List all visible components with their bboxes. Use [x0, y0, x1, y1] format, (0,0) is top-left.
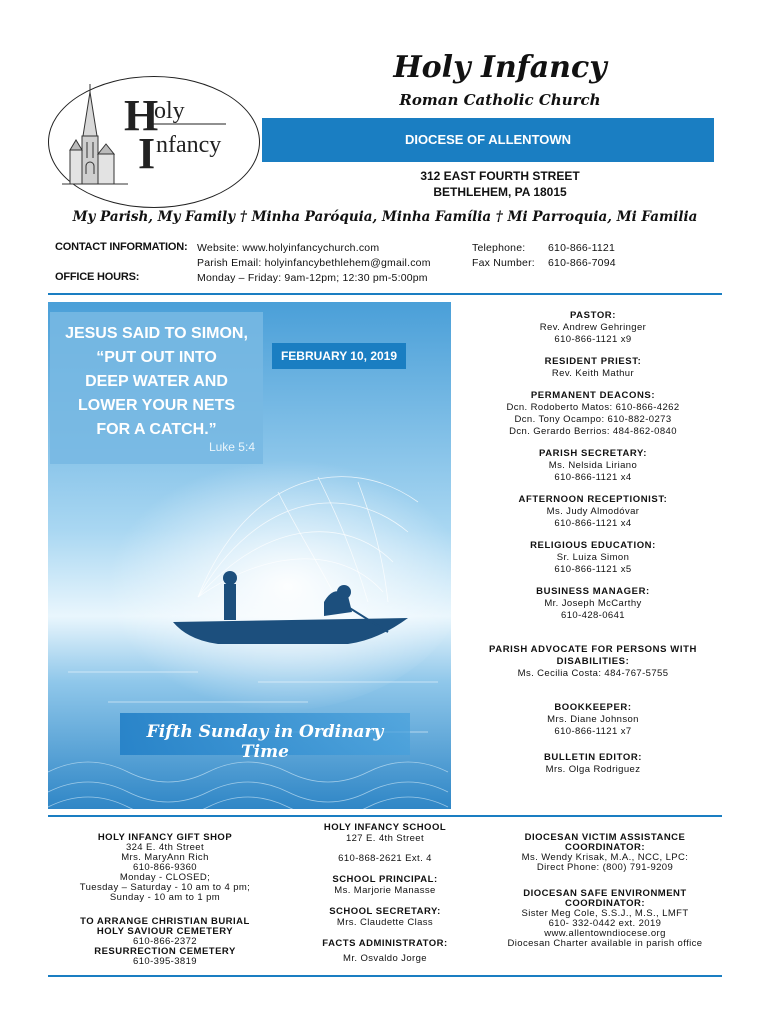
victim-assistance-title-2: COORDINATOR: — [564, 842, 646, 853]
staff-line: 610-866-1121 x7 — [554, 726, 632, 737]
victim-assistance-line: Ms. Wendy Krisak, M.A., NCC, LPC: — [521, 852, 689, 863]
facts-name: Mr. Osvaldo Jorge — [343, 953, 427, 964]
logo-letter-i: I — [138, 129, 156, 178]
staff-resident-priest — [463, 356, 723, 380]
staff-line: Rev. Andrew Gehringer — [539, 322, 647, 333]
staff-line: 610-866-1121 x4 — [554, 472, 632, 483]
principal-title: SCHOOL PRINCIPAL: — [332, 874, 438, 885]
staff-line: Ms. Judy Almodóvar — [546, 506, 640, 517]
staff-disabilities-advocate — [463, 644, 723, 680]
safe-environment-line: Sister Meg Cole, S.S.J., M.S., LMFT — [521, 908, 689, 919]
staff-role: RESIDENT PRIEST: — [544, 356, 642, 367]
gift-shop-title: HOLY INFANCY GIFT SHOP — [97, 832, 233, 843]
resurrection-phone: 610-395-3819 — [133, 956, 197, 967]
parish-email[interactable]: Parish Email: holyinfancybethlehem@gmail.com — [197, 257, 431, 269]
staff-bulletin-editor — [463, 752, 723, 776]
church-steeple-icon — [62, 84, 128, 184]
staff-line: 610-428-0641 — [561, 610, 625, 621]
safe-environment-line: Diocesan Charter available in parish office — [507, 938, 703, 949]
staff-afternoon-receptionist — [463, 494, 723, 530]
diocesan-section — [480, 833, 730, 949]
quote-line-1: JESUS SAID TO SIMON, — [65, 325, 248, 342]
staff-line: 610-866-1121 x9 — [554, 334, 632, 345]
bulletin-date: FEBRUARY 10, 2019 — [272, 343, 406, 369]
liturgical-sunday: Fifth Sunday in Ordinary Time — [146, 722, 384, 762]
scripture-reference: Luke 5:4 — [208, 440, 255, 454]
gift-shop-section — [50, 833, 280, 967]
gift-shop-line: 610-866-9360 — [133, 862, 197, 873]
staff-role: BOOKKEEPER: — [554, 702, 632, 713]
logo-word-oly: oly — [154, 98, 185, 124]
staff-line: Mrs. Diane Johnson — [547, 714, 639, 725]
gift-shop-line: Mrs. MaryAnn Rich — [121, 852, 209, 863]
telephone-number: 610-866-1121 — [548, 242, 616, 254]
school-section — [300, 822, 470, 964]
staff-role: RELIGIOUS EDUCATION: — [530, 540, 656, 551]
quote-line-4: LOWER YOUR NETS — [77, 397, 236, 414]
logo-word-nfancy: nfancy — [156, 132, 222, 158]
diocese-banner: DIOCESE OF ALLENTOWN — [262, 118, 714, 162]
gift-shop-line: Sunday - 10 am to 1 pm — [109, 892, 221, 903]
victim-assistance-line: Direct Phone: (800) 791-9209 — [536, 862, 674, 873]
school-secretary-title: SCHOOL SECRETARY: — [329, 906, 441, 917]
staff-bookkeeper — [463, 702, 723, 738]
office-hours: Monday – Friday: 9am-12pm; 12:30 pm-5:00pm — [197, 272, 428, 284]
safe-environment-line: 610- 332-0442 ext. 2019 — [548, 918, 662, 929]
staff-role: PARISH SECRETARY: — [538, 448, 648, 459]
staff-line: 610-866-1121 x4 — [554, 518, 632, 529]
quote-line-2: “PUT OUT INTO — [96, 349, 217, 366]
staff-pastor — [463, 310, 723, 346]
staff-line: Rev. Keith Mathur — [551, 368, 635, 379]
burial-title: TO ARRANGE CHRISTIAN BURIAL — [80, 916, 250, 927]
parish-title: Holy Infancy — [393, 50, 607, 85]
staff-line: Sr. Luiza Simon — [556, 552, 630, 563]
staff-line: Dcn. Tony Ocampo: 610-882-0273 — [514, 414, 672, 425]
address-line-1: 312 EAST FOURTH STREET — [420, 169, 580, 183]
contact-details — [197, 241, 431, 286]
gift-shop-line: Tuesday – Saturday - 10 am to 4 pm; — [79, 882, 251, 893]
resurrection-cemetery: RESURRECTION CEMETERY — [94, 946, 236, 957]
gift-shop-line: 324 E. 4th Street — [125, 842, 205, 853]
staff-line: Dcn. Gerardo Berrios: 484-862-0840 — [509, 426, 677, 437]
staff-line: Ms. Cecilia Costa: 484-767-5755 — [517, 668, 669, 679]
safe-environment-title-2: COORDINATOR: — [564, 898, 646, 909]
holy-saviour-cemetery: HOLY SAVIOUR CEMETERY — [96, 926, 234, 937]
facts-title: FACTS ADMINISTRATOR: — [322, 938, 448, 949]
fax-label: Fax Number: — [472, 257, 535, 269]
staff-role: AFTERNOON RECEPTIONIST: — [518, 494, 668, 505]
staff-role: PASTOR: — [569, 310, 617, 321]
address-line-2: BETHLEHEM, PA 18015 — [433, 185, 567, 199]
staff-role: PARISH ADVOCATE FOR PERSONS WITH DISABILITIES: — [489, 644, 697, 667]
fax-number: 610-866-7094 — [548, 257, 616, 269]
staff-directory — [463, 310, 723, 786]
staff-line: Mr. Joseph McCarthy — [544, 598, 642, 609]
parish-subtitle: Roman Catholic Church — [399, 91, 601, 109]
staff-parish-secretary — [463, 448, 723, 484]
gift-shop-line: Monday - CLOSED; — [119, 872, 211, 883]
safe-environment-title: DIOCESAN SAFE ENVIRONMENT — [523, 888, 687, 899]
school-address: 127 E. 4th Street — [345, 833, 425, 844]
contact-information-label: CONTACT INFORMATION: — [55, 241, 188, 253]
victim-assistance-title: DIOCESAN VICTIM ASSISTANCE — [524, 832, 686, 843]
telephone-label: Telephone: — [472, 242, 526, 254]
staff-line: 610-866-1121 x5 — [554, 564, 632, 575]
diocese-website-link[interactable]: www.allentowndiocese.org — [544, 928, 666, 939]
school-phone: 610-868-2621 Ext. 4 — [338, 853, 432, 864]
staff-religious-education — [463, 540, 723, 576]
church-logo — [56, 78, 256, 204]
staff-line: Ms. Nelsida Liriano — [548, 460, 638, 471]
logo-letter-h: H — [124, 91, 159, 140]
staff-line: Dcn. Rodoberto Matos: 610-866-4262 — [506, 402, 680, 413]
phone-labels — [472, 241, 535, 271]
holy-saviour-phone: 610-866-2372 — [133, 936, 197, 947]
footer-divider-top — [48, 815, 722, 817]
staff-line: Mrs. Olga Rodriguez — [545, 764, 641, 775]
staff-role: BULLETIN EDITOR: — [543, 752, 643, 763]
footer-divider-bottom — [48, 975, 722, 977]
staff-business-manager — [463, 586, 723, 622]
office-hours-label: OFFICE HOURS: — [55, 271, 140, 283]
staff-deacons — [463, 390, 723, 438]
parish-tagline: My Parish, My Family † Minha Paróquia, Minha Família † Mi Parroquia, Mi Familia — [72, 209, 698, 225]
header-divider — [48, 293, 722, 295]
school-secretary-name: Mrs. Claudette Class — [336, 917, 434, 928]
phone-values — [548, 241, 616, 271]
principal-name: Ms. Marjorie Manasse — [334, 885, 436, 896]
school-title: HOLY INFANCY SCHOOL — [323, 822, 447, 833]
quote-line-5: FOR A CATCH.” — [96, 421, 217, 438]
parish-address — [300, 168, 700, 200]
scripture-quote — [50, 322, 263, 442]
quote-line-3: DEEP WATER AND — [85, 373, 228, 390]
website[interactable]: Website: www.holyinfancychurch.com — [197, 242, 380, 254]
staff-role: BUSINESS MANAGER: — [536, 586, 650, 597]
staff-role: PERMANENT DEACONS: — [530, 390, 656, 401]
